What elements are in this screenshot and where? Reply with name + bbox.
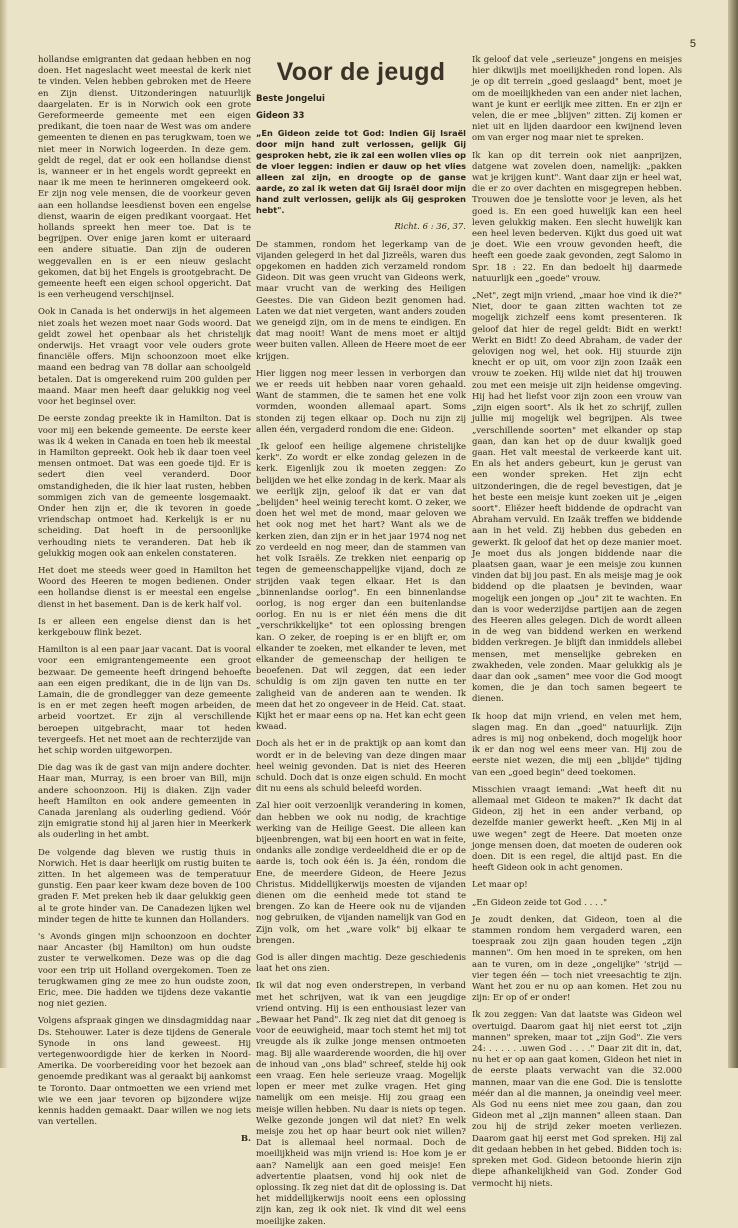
paragraph: God is aller dingen machtig. Deze geschiedenis laat het ons zien. xyxy=(256,953,466,975)
greeting: Beste Jongelui xyxy=(256,94,325,104)
bible-quote: „En Gideon zeide tot God: Indien Gij Israël door mijn hand zult verlossen, gelijk Gij gesproken hebt, zie ik zal een wollen vlies op de vloer leggen: indien er dauw op het vlies alleen zal zijn, en droogte op de ganse aarde, zo zal ik weten dat Gij Israël door mijn hand zult verlossen, gelijk als Gij gesproken hebt". xyxy=(256,128,467,216)
paragraph: De volgende dag bleven we rustig thuis in Norwich. Het is daar heerlijk om rustig buiten te zitten. In het algemeen was de temperatuur gunstig. Een paar keer kwam deze boven de 100 graden F. Met preken heb ik daar gelukkig geen al te grote hinder van. De Canadezen lijken wel minder tegen de hitte te kunnen dan Hollanders. xyxy=(38,847,251,925)
paragraph: Hier liggen nog meer lessen in verborgen dan we er reeds uit hebben naar voren gehaald. Want de stammen, die te samen het ene volk vormden, woonden allemaal apart. Soms stonden zij tegen elkaar op. Doch nu zijn zij allen één, vergaderd rondom die ene: Gideon. xyxy=(256,368,466,435)
paragraph: „Net", zegt mijn vriend, „maar hoe vind ik die?" Niet, door te gaan zitten wachten tot ze mogelijk zichzelf eens komt presenteren. Ik geloof dat hier de regel geldt: Bidt en werkt! Werkt en Bidt! Zo deed Abraham, de vader der gelovigen nog wel, het ook. Hij stuurde zijn knecht er op uit, om voor zijn zoon Izaäk een vrouw te zoeken. Hij wilde niet dat hij trouwen zou met een meisje uit zijn heidense omgeving. Hij had het liefst voor zijn zoon een vrouw van „zijn eigen soort". Als ik het zo schrijf, zullen jullie mij mogelijk wel begrijpen. Als twee „verschillende soorten" met elkander op stap gaan, dan kan het op de duur kwalijk goed gaan. Het valt meestal de verkeerde kant uit. En als het anders gebeurt, kun je gerust van een wonder spreken. Het zijn echt uitzonderingen, die de regel bevestigen, dat je het beste een meisje kunt zoeken uit je „eigen soort". Eliëzer heeft biddende de opdracht van Abraham vervuld. En Izaäk treffen we biddende aan in het veld. Zij hebben dus gebeden en gewerkt. Ik geloof dat het op deze manier moet. Je moet dus als jongen biddende naar die plaatsen gaan, waar je een meisje zou kunnen vinden dat bij jou past. En als meisje mag je ook biddend op die plaatsen je bevinden, waar mogelijk een jongen op „jou" zit te wachten. En dan is voor wederzijdse partijen aan de zegen des Heeren alles gelegen. Dich de wordt alleen in de weg van biddend werken en werkend bidden verkregen. Je blijft dan inmiddels allebei mensen, met menselijke gebreken en zwakheden, vele zonden. Maar gelukkig als je daar dan ook „samen" mee voor die God moogt komen, die je dan toch samen begeert te dienen. xyxy=(472,291,682,705)
paragraph: De stammen, rondom het legerkamp van de vijanden gelegerd in het dal Jizreëls, waren dus opgekomen en hadden zich verzameld rondom Gideon. Dit was geen vrucht van Gideons werk, maar vrucht van de werking des Heiligen Geestes. Die van Gideon bezit genomen had. Laten we dat niet vergeten, want anders zouden we geneigd zijn, om in de mens te eindigen. En dat mag nooit! Want de mens moet er altijd weer buiten vallen. Alleen de Heere moet de eer krijgen. xyxy=(256,239,466,362)
paragraph: Je zoudt denken, dat Gideon, toen al die stammen rondom hem vergaderd waren, een toespraak zou zijn gaan houden tegen „zijn mannen". Om hen moed in te spreken, om hen aan te vuren, om in deze „ongelijke" 'strijd — vier tegen één — toch niet vreesachtig te zijn. Want het zou er nu op aan komen. Het zou nu zijn: Er op of er onder! xyxy=(472,914,682,1004)
page-edge-shadow-right xyxy=(728,0,738,1068)
column-right xyxy=(472,55,682,1189)
paragraph: Doch als het er in de praktijk op aan komt dan wordt er in de beleving van deze dingen maar heel weinig gevonden. Dat is niet des Heeren schuld. Doch dat is onze eigen schuld. En mocht dit nu eens als schuld beleefd worden. xyxy=(256,739,466,795)
paragraph: Volgens afspraak gingen we dinsdagmiddag naar Ds. Stehouwer. Later is deze tijdens de Generale Synode in ons land geweest. Hij vertegenwoordigde hier de kerken in Noord-Amerika. De voorbereiding voor het bezoek aan genoemde predikant was al geraakt bij aankomst te Toronto. Daar ontmoetten we een vriend met wie we een jaar tevoren op bijzondere wijze kennis hadden gemaakt. Daar willen we nog iets van vertellen. xyxy=(38,1016,251,1128)
paragraph: Ik zou zeggen: Van dat laatste was Gideon wel overtuigd. Daarom gaat hij niet eerst tot „zijn mannen" spreken, maar tot „zijn God". Zie vers 24: . . . . . .uwen God . . . ." Daar zit dit in, dat, nu het er op aan gaat komen, Gideon het niet in de eerste plaats verwacht van die 32.000 mannen, maar van die ene God. Die is tenslotte méér dan al die mannen, ja oneindig veel meer. Als God nu eens niet mee zou gaan, dan zou Gideon met al „zijn mannen" alleen staan. Dan zou hij de strijd zeker moeten verliezen. Daarom gaat hij eerst met God spreken. Hij zal dit gedaan hebben in het gebed. Bidden toch is: spreken met God. Gideon betoonde hierin zijn diepe afhankelijkheid van God. Zonder God vermocht hij niets. xyxy=(472,1010,682,1189)
paragraph: Is er alleen een engelse dienst dan is het kerkgebouw flink bezet. xyxy=(38,616,251,638)
page-title: Voor de jeugd xyxy=(276,58,446,86)
paragraph: Ik geloof dat vele „serieuze" jongens en meisjes hier dikwijls met moeilijkheden rond lopen. Als je op dit terrein „goed geslaagd" bent, moet je om de moeilijkheden van een ander niet lachen, want je kunt er eerlijk mee zitten. En er zijn er velen, die er mee „blijven" zitten. Zij komen er niet uit en lijden daardoor een kwijnend leven om van erger nog maar niet te spreken. xyxy=(472,55,682,144)
column-left xyxy=(38,55,251,1145)
author-signature: B. xyxy=(240,1134,251,1145)
paragraph: „En Gideon zeide tot God . . . ." xyxy=(472,897,607,908)
paragraph: hollandse emigranten dat gedaan hebben en nog doen. Het nageslacht weet meestal de kerk niet te vinden. Velen hebben gebroken met de Heere en Zijn dienst. Uitzonderingen natuurlijk daargelaten. Er is in Norwich ook een grote Gereformeerde gemeente met een eigen predikant, die toen naar de West was om andere gemeenten te dienen en pas terugkwam, toen we niet meer in Norwich logeerden. In deze gem. geldt de regel, dat er ook een hollandse dienst is, wanneer er in het engels wordt gepreekt en naar ik me meen te herinneren omgekeerd ook. Er zijn nog vele mensen, die de voorkeur geven aan een hollandse leesdienst boven een engelse dienst, waarin de eigen predikant voorgaat. Het hollands spreekt hen meer toe. Dat is te begrijpen. Over enige jaren komt er uiteraard een andere situatie. Dan zijn de ouderen weggevallen en is er een nieuw geslacht gekomen, dat bij het Engels is grootgebracht. De gemeente heeft een eigen school opgericht. Dat is een verheugend verschijnsel. xyxy=(38,55,251,301)
page-number: 5 xyxy=(689,38,696,50)
paragraph: „Ik geloof een heilige algemene christelijke kerk". Zo wordt er elke zondag gelezen in de kerk. Eigenlijk zou ik moeten zeggen: Zo belijden we het elke zondag in de kerk. Maar als we eerlijk zijn, geloof ik dat er van dat „belijden" heel weinig terecht komt. O zeker, we doen het wel met de mond, maar geloven we het ook nog met het hart? Want als we de kerken zien, dan zijn er in het jaar 1974 nog net zo verdeeld en nog meer, dan de stammen van het volk Israëls. Ze trekken niet eenparig op tegen de gemeenschappelijke vijand, doch ze strijden vaak tegen elkaar. Het is dan „binnenlandse oorlog". En een binnenlandse oorlog, is nog erger dan een buitenlandse oorlog. En nu is er niet één mens die dit „verschrikkelijke" tot een oplossing brengen kan. O zeker, de roeping is er en blijft er, om elkander te zoeken, met elkander te leven, met elkander de gemeenschap der heiligen te beoefenen. Dat wil zeggen, dat een ieder schuldig is om zijn gaven ten nutte en ter zaligheid van de anderen aan te wenden. Ik meen dat het zo ongeveer in de Heid. Cat. staat. Kijkt het er maar eens op na. Het kan echt geen kwaad. xyxy=(256,442,466,733)
paragraph: Ik wil dat nog even onderstrepen, in verband met het schrijven, wat ik van een jeugdige vriend ontving. Hij is een enthousiast lezer van „Bewaar het Pand". Ik zeg niet dat dit genoeg is voor de eeuwigheid, maar toch stemt het mij tot vreugde als ik zulke jonge mensen ontmoeten mag. Bij alle waarderende woorden, die hij over de inhoud van „ons blad" schreef, stelde hij ook een vraag. Een hele serieuze vraag. Mogelijk lopen er meer met zulke vragen. Het ging namelijk om een meisje. Hij zou graag een meisje willen hebben. Nu daar is niets op tegen. Welke gezonde jongen wil dat niet? En welk meisje zou het op haar beurt ook niet willen? Dat is allemaal heel normaal. Doch de moeilijkheid was mijn vriend is: Hoe kom je er aan? Namelijk aan een goed meisje! Een advertentie plaatsen, vond hij ook niet de oplossing. Ik zeg niet dat dit de oplossing is. Dat het middellijkerwijs nooit eens een oplossing zijn kan, zeg ik ook niet. Ik vind dit wel eens moeilijke zaken. xyxy=(256,981,466,1227)
bible-reference: Richt. 6 : 36, 37. xyxy=(394,222,466,233)
column-middle xyxy=(256,58,467,1227)
paragraph: Hamilton is al een paar jaar vacant. Dat is vooral voor een emigrantengemeente een groot bezwaar. De gemeente heeft dringend behoefte aan een eigen predikant, die in de lijn van Ds. Lamain, die de grondlegger van deze gemeente is en er met zegen heeft mogen arbeiden, de arbeid voortzet. Er zijn al verschillende beroepen uitgebracht, maar tot heden tevergeefs. Het net moet aan de rechterzijde van het schip worden uitgeworpen. xyxy=(38,645,251,756)
paragraph: Het doet me steeds weer goed in Hamilton het Woord des Heeren te mogen bedienen. Onder een hollandse dienst is er meestal een engelse dienst in het basement. Dan is de kerk half vol. xyxy=(38,565,251,610)
paragraph: Ik kan op dit terrein ook niet aanprijzen, datgene wat zovelen doen, namelijk: „pakken wat je krijgen kunt". Want daar zijn er heel wat, die er zo over dachten en misgegrepen hebben. Trouwen doe je tenslotte voor je leven, als het goed is. En een goed huwelijk kan een heel leven gelukkig maken. Een slecht huwelijk kan een heel leven bederven. Kijkt dus goed uit wat je doet. Wie een vrouw gevonden heeft, die heeft een goede zaak gevonden, zegt Salomo in Spr. 18 : 22. En dan bedoelt hij daarmede natuurlijk een „goede" vrouw. xyxy=(472,150,682,284)
paragraph: Let maar op! xyxy=(472,880,528,891)
paragraph: Ik hoop dat mijn vriend, en velen met hem, slagen mag. En dan „goed" natuurlijk. Zijn adres is mij nog onbekend, doch mogelijk hoor ik er dan nog wel eens meer van. Hij zou de eerste niet wezen, die mij een „blijde" tijding van een „goed begin" deed toekomen. xyxy=(472,711,682,778)
paragraph: Zal hier ooit verzoenlijk verandering in komen, dan hebben we ook nu nodig, de krachtige werking van de Heilige Geest. Die alleen kan bijeenbrengen, wat bij een hoort en wat in feite, ondanks alle zondige verdeeldheid die er op de aarde is, toch ook één is. Ja één, rondom die Ene, de meerdere Gideon, de Heere Jezus Christus. Middellijkerwijs moesten de vijanden dienen om die eenheid mede tot stand te brengen. Zo kan de Heere ook nu de vijanden nog gebruiken, de vijanden namelijk van God en Zijn volk, om het „ware volk" bij elkaar te brengen. xyxy=(256,801,466,946)
paragraph: Misschien vraagt iemand: „Wat heeft dit nu allemaal met Gideon te maken?" Ik dacht dat Gideon, zij het in een ander verband, op dezelfde manier gewerkt heeft. „Ken Mij in al uwe wegen" zegt de Heere. Dat moeten onze jonge mensen doen, dat moeten de ouderen ook doen. Dit is een regel, die altijd past. En die heeft Gideon ook in acht genomen. xyxy=(472,784,682,874)
paragraph: Ook in Canada is het onderwijs in het algemeen niet zoals het wezen moet naar Gods woord. Dat geldt zowel het openbaar als het christelijk onderwijs. Het vraagt voor vele ouders grote financiële offers. Mijn schoonzoon moet elke maand een bedrag van 78 dollar aan schoolgeld betalen. Dat is omgerekend ruim 200 gulden per maand. Maar men heeft daar gelukkig nog veel voor het beginsel over. xyxy=(38,307,251,408)
page-edge-shadow-left xyxy=(0,0,8,1068)
paragraph: De eerste zondag preekte ik in Hamilton. Dat is voor mij een bekende gemeente. De eerste keer was ik 4 weken in Canada en toen heb ik meestal in Hamilton gepreekt. Ook heb ik daar toen veel mensen ontmoet. Dat was een goede tijd. Er is sedert dien veel veranderd. Door omstandigheden, die ik hier laat rusten, hebben sommigen zich van de gemeente losgemaakt. Onder hen zijn er, die ik tevoren in goede vriendschap ontmoet had. Kerkelijk is er nu scheiding. Dat hoeft in de persoonlijke verhouding niets te veranderen. Dat heb ik gelukkig mogen ook aan enkelen constateren. xyxy=(38,414,251,559)
series-heading: Gideon 33 xyxy=(256,111,305,122)
paragraph: Die dag was ik de gast van mijn andere dochter. Haar man, Murray, is een broer van Bill, mijn andere schoonzoon. Hij is diaken. Zijn vader heeft Hamilton en ook andere gemeenten in Canada jarenlang als ouderling gediend. Vóór zijn emigratie stond hij al jaren hier in Meerkerk als ouderling in het ambt. xyxy=(38,763,251,841)
paragraph: 's Avonds gingen mijn schoonzoon en dochter naar Ancaster (bij Hamilton) om hun oudste zuster te verwelkomen. Deze was op die dag voor een trip uit Holland overgekomen. Toen ze terugkwamen ging ze mee zo hun oudste zoon, Eric, mee. Die hadden we tijdens deze vakantie nog niet gezien. xyxy=(38,932,251,1010)
